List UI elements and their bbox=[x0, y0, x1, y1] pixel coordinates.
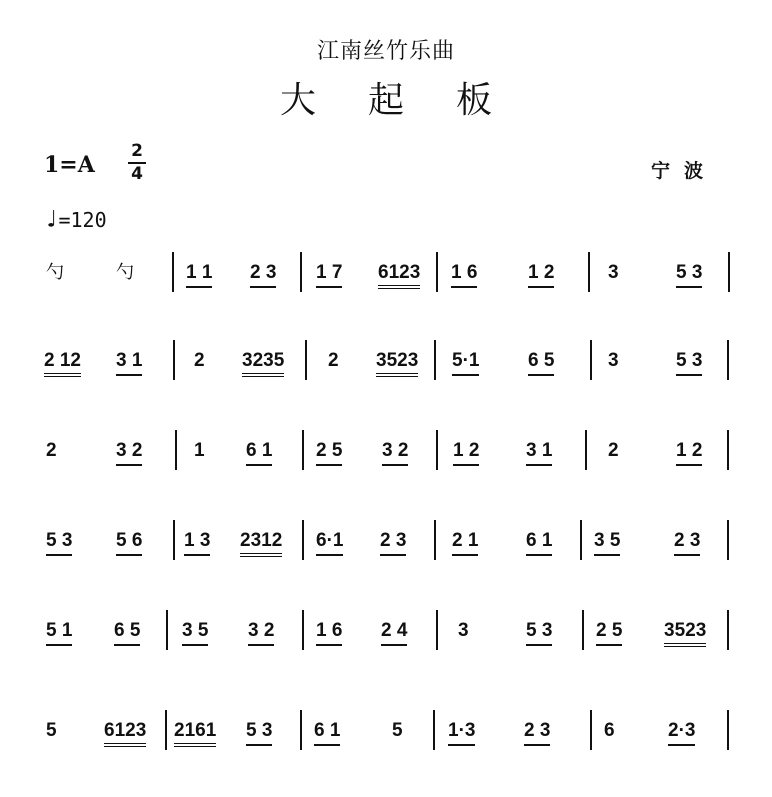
note-group: 5 bbox=[392, 720, 403, 741]
note-group: 2 1 bbox=[452, 530, 478, 556]
genre-subtitle: 江南丝竹乐曲 bbox=[316, 39, 455, 64]
note-group: 1 1 bbox=[186, 262, 212, 288]
note-group: 2 bbox=[608, 440, 619, 461]
region-label: 宁波 bbox=[651, 160, 718, 182]
note-group: 2 3 bbox=[250, 262, 276, 288]
note-group: 1 3 bbox=[184, 530, 210, 556]
barline bbox=[165, 710, 167, 750]
note-group: 6123 bbox=[104, 720, 146, 747]
note-group: 1 6 bbox=[316, 620, 342, 646]
note-group: 1 2 bbox=[676, 440, 702, 466]
barline bbox=[727, 610, 729, 650]
barline bbox=[436, 252, 438, 292]
score-line bbox=[0, 610, 772, 670]
barline bbox=[585, 430, 587, 470]
quarter-note-icon: ♩ bbox=[44, 205, 59, 233]
barline bbox=[580, 520, 582, 560]
tempo-value: =120 bbox=[58, 208, 107, 232]
note-group: 6 5 bbox=[528, 350, 554, 376]
note-group: 5 3 bbox=[526, 620, 552, 646]
note-group: 2312 bbox=[240, 530, 282, 557]
barline bbox=[727, 340, 729, 380]
note-group: 5 3 bbox=[676, 262, 702, 288]
note-group: 2·3 bbox=[668, 720, 695, 746]
note-group: 3 2 bbox=[248, 620, 274, 646]
barline bbox=[302, 520, 304, 560]
barline bbox=[305, 340, 307, 380]
time-signature-top: 2 bbox=[131, 141, 143, 161]
piece-title: 大起板 bbox=[279, 80, 544, 121]
note-group: 2 5 bbox=[596, 620, 622, 646]
note-group: 6 bbox=[604, 720, 615, 741]
note-group: 5 bbox=[46, 720, 57, 741]
barline bbox=[590, 710, 592, 750]
note-group: 2 bbox=[328, 350, 339, 371]
barline bbox=[300, 252, 302, 292]
note-group: 3 bbox=[608, 262, 619, 283]
barline bbox=[436, 430, 438, 470]
note-group: 3 5 bbox=[182, 620, 208, 646]
note-group: 6 5 bbox=[114, 620, 140, 646]
note-group: 2 bbox=[194, 350, 205, 371]
score-line bbox=[0, 430, 772, 490]
note-group: 5 6 bbox=[116, 530, 142, 556]
score-line bbox=[0, 520, 772, 580]
note-group: 6·1 bbox=[316, 530, 343, 556]
note-group: 3 2 bbox=[382, 440, 408, 466]
note-group: 3 1 bbox=[526, 440, 552, 466]
barline bbox=[590, 340, 592, 380]
note-group: 2 5 bbox=[316, 440, 342, 466]
note-group: 1 bbox=[194, 440, 205, 461]
barline bbox=[172, 252, 174, 292]
barline bbox=[300, 710, 302, 750]
note-group: 3 1 bbox=[116, 350, 142, 376]
note-group: 6 1 bbox=[314, 720, 340, 746]
note-group: 2 3 bbox=[674, 530, 700, 556]
barline bbox=[728, 252, 730, 292]
note-group: 3 bbox=[608, 350, 619, 371]
lead-in-mark: 勺 bbox=[46, 262, 64, 283]
barline bbox=[175, 430, 177, 470]
barline bbox=[727, 520, 729, 560]
key-signature: 1=A bbox=[44, 152, 95, 178]
note-group: 6123 bbox=[378, 262, 420, 289]
note-group: 5 3 bbox=[46, 530, 72, 556]
barline bbox=[173, 340, 175, 380]
note-group: 3 5 bbox=[594, 530, 620, 556]
note-group: 5 3 bbox=[676, 350, 702, 376]
barline bbox=[727, 430, 729, 470]
barline bbox=[434, 520, 436, 560]
score-line bbox=[0, 252, 772, 312]
note-group: 1 6 bbox=[451, 262, 477, 288]
note-group: 3 bbox=[458, 620, 469, 641]
note-group: 1 2 bbox=[528, 262, 554, 288]
note-group: 1 2 bbox=[453, 440, 479, 466]
note-group: 5·1 bbox=[452, 350, 479, 376]
barline bbox=[582, 610, 584, 650]
note-group: 2 3 bbox=[524, 720, 550, 746]
barline bbox=[436, 610, 438, 650]
barline bbox=[302, 610, 304, 650]
note-group: 1·3 bbox=[448, 720, 475, 746]
note-group: 2 12 bbox=[44, 350, 81, 377]
time-signature bbox=[128, 142, 146, 184]
barline bbox=[433, 710, 435, 750]
time-signature-bottom: 4 bbox=[131, 164, 143, 184]
note-group: 2 4 bbox=[381, 620, 407, 646]
note-group: 2 bbox=[46, 440, 57, 461]
barline bbox=[434, 340, 436, 380]
note-group: 3523 bbox=[664, 620, 706, 647]
note-group: 5 3 bbox=[246, 720, 272, 746]
note-group: 3 2 bbox=[116, 440, 142, 466]
note-group: 2161 bbox=[174, 720, 216, 747]
note-group: 2 3 bbox=[380, 530, 406, 556]
barline bbox=[588, 252, 590, 292]
lead-in-mark: 勺 bbox=[116, 262, 134, 283]
barline bbox=[727, 710, 729, 750]
note-group: 6 1 bbox=[526, 530, 552, 556]
note-group: 1 7 bbox=[316, 262, 342, 288]
score-line bbox=[0, 340, 772, 400]
barline bbox=[302, 430, 304, 470]
note-group: 6 1 bbox=[246, 440, 272, 466]
note-group: 3523 bbox=[376, 350, 418, 377]
tempo-marking bbox=[44, 205, 107, 233]
score-line bbox=[0, 710, 772, 770]
barline bbox=[173, 520, 175, 560]
barline bbox=[166, 610, 168, 650]
note-group: 5 1 bbox=[46, 620, 72, 646]
note-group: 3235 bbox=[242, 350, 284, 377]
